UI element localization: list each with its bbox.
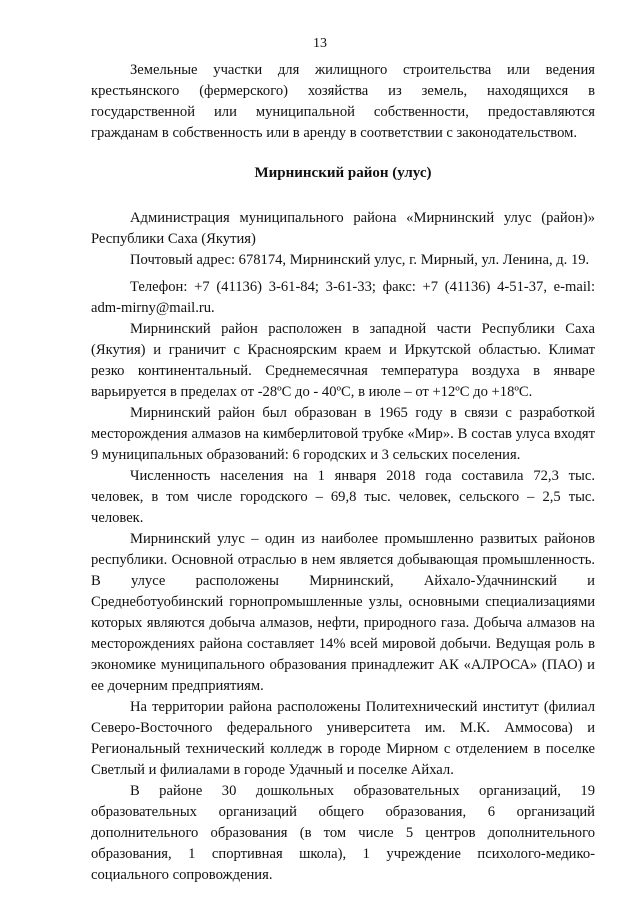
page-number: 13 [313,36,327,51]
paragraph-education-organizations: В районе 30 дошкольных образовательных организаций, 19 образовательных организаций общего образования, 6 организаций дополнительного образования (в том числе 5 центров дополнительного образования, 1 спортивная школа), 1 учреждение психолого-медико-социального сопровождения. [91,783,595,883]
paragraph-contacts: Телефон: +7 (41136) 3-61-84; 3-61-33; факс: +7 (41136) 4-51-37, e-mail: adm-mirny@mail.ru. [91,279,595,316]
paragraph-geography: Мирнинский район расположен в западной части Республики Саха (Якутия) и граничит с Красноярским краем и Иркутской областью. Климат резко континентальный. Среднемесячная температура воздуха в январе варьируется в пределах от -28ºС до - 40ºС, в июле – от +12ºС до +18ºС. [91,321,595,400]
paragraph-administration: Администрация муниципального района «Мирнинский улус (район)» Республики Саха (Якутия) [91,210,595,247]
section-title: Мирнинский район (улус) [254,165,432,181]
paragraph-population: Численность населения на 1 января 2018 года составила 72,3 тыс. человек, в том числе городского – 69,8 тыс. человек, сельского – 2,5 тыс. человек. [91,468,595,526]
paragraph-history: Мирнинский район был образован в 1965 году в связи с разработкой месторождения алмазов на кимберлитовой трубке «Мир». В состав улуса входят 9 муниципальных образований: 6 городских и 3 сельских поселения. [91,405,595,463]
document-body [91,60,595,886]
paragraph-postal-address: Почтовый адрес: 678174, Мирнинский улус, г. Мирный, ул. Ленина, д. 19. [130,252,590,268]
paragraph-industry: Мирнинский улус – один из наиболее промышленно развитых районов республики. Основной отраслью в нем является добывающая промышленность. В улусе расположены Мирнинский, Айхало-Удачнинский и Среднеботуобинский горнопромышленные узлы, основными специализациями которых являются добыча алмазов, нефти, природного газа. Добыча алмазов на месторождениях района составляет 14% всей мировой добычи. Ведущая роль в экономике муниципального образования принадлежит АК «АЛРОСА» (ПАО) и ее дочерним предприятиям. [91,531,595,694]
intro-paragraph: Земельные участки для жилищного строительства или ведения крестьянского (фермерского) хозяйства из земель, находящихся в государственной или муниципальной собственности, предоставляются гражданам в собственность или в аренду в соответствии с законодательством. [91,62,595,141]
paragraph-education-institutions: На территории района расположены Политехнический институт (филиал Северо-Восточного федерального университета им. М.К. Аммосова) и Региональный технический колледж в городе Мирном с отделением в поселке Светлый и филиалами в городе Удачный и поселке Айхал. [91,699,595,778]
